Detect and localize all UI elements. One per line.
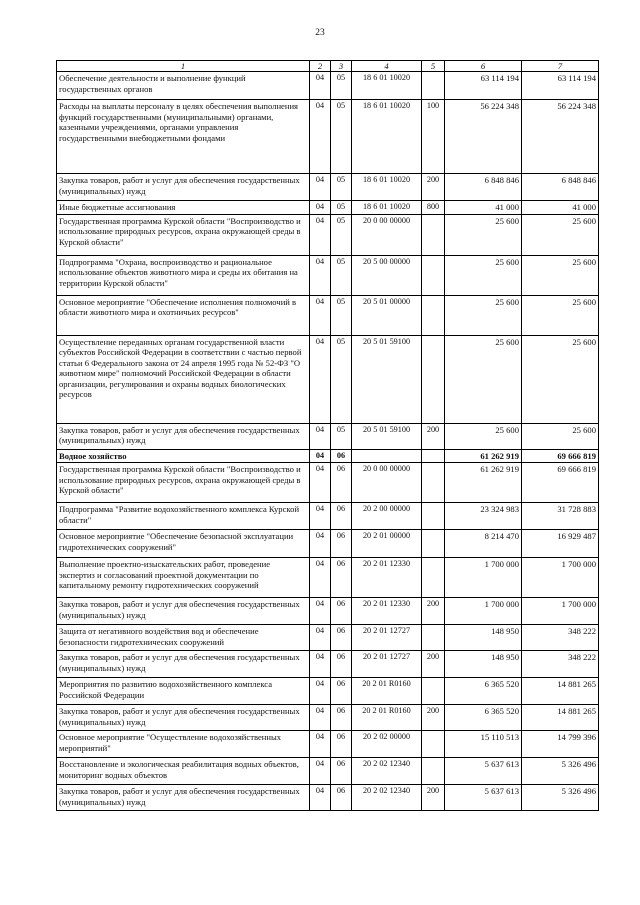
row-target-article-cell: 20 2 01 12727 <box>352 651 422 678</box>
row-target-article-cell: 20 2 00 00000 <box>352 503 422 530</box>
row-name-cell: Восстановление и экологическая реабилитация водных объектов, мониторинг водных объектов <box>57 758 310 785</box>
row-amount-year2-cell: 6 848 846 <box>522 174 599 201</box>
row-name-cell: Подпрограмма "Развитие водохозяйственного комплекса Курской области" <box>57 503 310 530</box>
row-amount-year1-cell: 8 214 470 <box>445 530 522 558</box>
row-section-cell: 04 <box>310 598 331 625</box>
row-expense-type-cell <box>422 530 445 558</box>
row-amount-year2-cell: 14 881 265 <box>522 678 599 705</box>
row-name-cell: Расходы на выплаты персоналу в целях обеспечения выполнения функций государственными (муниципальными) органами, казенными учреждениями, органами управления государственными внебюджетными фондами <box>57 100 310 174</box>
row-target-article-cell: 20 2 02 12340 <box>352 758 422 785</box>
table-row <box>57 651 599 678</box>
row-section-cell: 04 <box>310 295 331 335</box>
row-name-cell: Защита от негативного воздействия вод и обеспечение безопасности гидротехнических сооружений <box>57 625 310 651</box>
row-expense-type-cell: 200 <box>422 785 445 811</box>
row-name-cell: Основное мероприятие "Обеспечение исполнения полномочий в области животного мира и охотничьих ресурсов" <box>57 295 310 335</box>
row-section-cell: 04 <box>310 201 331 214</box>
row-expense-type-cell <box>422 255 445 295</box>
row-amount-year2-cell: 25 600 <box>522 214 599 255</box>
row-name-cell: Закупка товаров, работ и услуг для обеспечения государственных (муниципальных) нужд <box>57 598 310 625</box>
row-expense-type-cell <box>422 449 445 462</box>
row-section-cell: 04 <box>310 625 331 651</box>
row-target-article-cell: 20 0 00 00000 <box>352 214 422 255</box>
row-expense-type-cell <box>422 214 445 255</box>
row-amount-year1-cell: 5 637 613 <box>445 785 522 811</box>
row-expense-type-cell: 200 <box>422 174 445 201</box>
row-amount-year2-cell: 56 224 348 <box>522 100 599 174</box>
row-subsection-cell: 05 <box>331 201 352 214</box>
row-target-article-cell: 20 2 02 12340 <box>352 785 422 811</box>
row-subsection-cell: 05 <box>331 174 352 201</box>
row-amount-year1-cell: 148 950 <box>445 651 522 678</box>
row-expense-type-cell: 100 <box>422 100 445 174</box>
row-subsection-cell: 06 <box>331 530 352 558</box>
header-col-7: 7 <box>522 61 599 72</box>
row-expense-type-cell <box>422 503 445 530</box>
row-section-cell: 04 <box>310 731 331 758</box>
row-subsection-cell: 06 <box>331 731 352 758</box>
row-target-article-cell: 20 2 01 12727 <box>352 625 422 651</box>
table-row <box>57 598 599 625</box>
row-section-cell: 04 <box>310 72 331 100</box>
row-amount-year1-cell: 1 700 000 <box>445 558 522 598</box>
table-row <box>57 214 599 255</box>
table-row <box>57 72 599 100</box>
row-expense-type-cell <box>422 558 445 598</box>
table-row <box>57 201 599 214</box>
row-subsection-cell: 06 <box>331 558 352 598</box>
table-header-row <box>57 61 599 72</box>
row-amount-year1-cell: 148 950 <box>445 625 522 651</box>
row-target-article-cell: 18 6 01 10020 <box>352 174 422 201</box>
row-subsection-cell: 05 <box>331 423 352 449</box>
row-expense-type-cell: 200 <box>422 598 445 625</box>
row-amount-year2-cell: 25 600 <box>522 295 599 335</box>
row-amount-year1-cell: 15 110 513 <box>445 731 522 758</box>
row-expense-type-cell <box>422 758 445 785</box>
row-amount-year1-cell: 1 700 000 <box>445 598 522 625</box>
row-name-cell: Государственная программа Курской области "Воспроизводство и использование природных ресурсов, охрана окружающей среды в Курской области" <box>57 463 310 503</box>
row-amount-year1-cell: 5 637 613 <box>445 758 522 785</box>
row-name-cell: Обеспечение деятельности и выполнение функций государственных органов <box>57 72 310 100</box>
row-amount-year2-cell: 63 114 194 <box>522 72 599 100</box>
row-amount-year1-cell: 61 262 919 <box>445 463 522 503</box>
row-subsection-cell: 05 <box>331 335 352 423</box>
row-name-cell: Подпрограмма "Охрана, воспроизводство и рациональное использование объектов животного мира и среды их обитания на территории Курской области" <box>57 255 310 295</box>
table-row <box>57 503 599 530</box>
row-subsection-cell: 06 <box>331 678 352 705</box>
row-amount-year2-cell: 41 000 <box>522 201 599 214</box>
row-name-cell: Закупка товаров, работ и услуг для обеспечения государственных (муниципальных) нужд <box>57 785 310 811</box>
row-section-cell: 04 <box>310 678 331 705</box>
table-row <box>57 625 599 651</box>
row-amount-year2-cell: 14 881 265 <box>522 705 599 731</box>
row-subsection-cell: 05 <box>331 72 352 100</box>
row-name-cell: Мероприятия по развитию водохозяйственного комплекса Российской Федерации <box>57 678 310 705</box>
row-expense-type-cell <box>422 463 445 503</box>
row-name-cell: Основное мероприятие "Осуществление водохозяйственных мероприятий" <box>57 731 310 758</box>
row-amount-year1-cell: 63 114 194 <box>445 72 522 100</box>
row-subsection-cell: 06 <box>331 449 352 462</box>
table-body <box>57 72 599 811</box>
row-target-article-cell: 18 6 01 10020 <box>352 100 422 174</box>
row-subsection-cell: 06 <box>331 758 352 785</box>
header-col-6: 6 <box>445 61 522 72</box>
row-amount-year1-cell: 25 600 <box>445 335 522 423</box>
row-target-article-cell: 20 5 00 00000 <box>352 255 422 295</box>
row-amount-year1-cell: 25 600 <box>445 214 522 255</box>
header-col-3: 3 <box>331 61 352 72</box>
row-target-article-cell: 20 2 01 12330 <box>352 598 422 625</box>
row-section-cell: 04 <box>310 423 331 449</box>
row-expense-type-cell: 200 <box>422 705 445 731</box>
row-section-cell: 04 <box>310 255 331 295</box>
table-row <box>57 423 599 449</box>
row-amount-year2-cell: 1 700 000 <box>522 558 599 598</box>
row-name-cell: Государственная программа Курской области "Воспроизводство и использование природных ресурсов, охрана окружающей среды в Курской области" <box>57 214 310 255</box>
row-target-article-cell: 20 2 01 12330 <box>352 558 422 598</box>
row-expense-type-cell: 200 <box>422 423 445 449</box>
row-name-cell: Закупка товаров, работ и услуг для обеспечения государственных (муниципальных) нужд <box>57 174 310 201</box>
row-target-article-cell: 18 6 01 10020 <box>352 72 422 100</box>
table-row <box>57 758 599 785</box>
row-target-article-cell: 20 2 01 00000 <box>352 530 422 558</box>
row-target-article-cell: 20 2 01 R0160 <box>352 705 422 731</box>
row-subsection-cell: 05 <box>331 295 352 335</box>
row-name-cell: Закупка товаров, работ и услуг для обеспечения государственных (муниципальных) нужд <box>57 423 310 449</box>
row-name-cell: Водное хозяйство <box>57 449 310 462</box>
table-row <box>57 785 599 811</box>
row-section-cell: 04 <box>310 100 331 174</box>
row-section-cell: 04 <box>310 651 331 678</box>
row-target-article-cell: 20 5 01 00000 <box>352 295 422 335</box>
header-col-5: 5 <box>422 61 445 72</box>
row-amount-year2-cell: 31 728 883 <box>522 503 599 530</box>
row-section-cell: 04 <box>310 705 331 731</box>
row-expense-type-cell <box>422 678 445 705</box>
row-amount-year2-cell: 25 600 <box>522 423 599 449</box>
row-amount-year2-cell: 5 326 496 <box>522 785 599 811</box>
row-expense-type-cell <box>422 731 445 758</box>
row-amount-year1-cell: 25 600 <box>445 295 522 335</box>
row-subsection-cell: 06 <box>331 651 352 678</box>
table-row <box>57 100 599 174</box>
row-section-cell: 04 <box>310 214 331 255</box>
table-row <box>57 335 599 423</box>
row-amount-year2-cell: 348 222 <box>522 651 599 678</box>
row-subsection-cell: 05 <box>331 100 352 174</box>
table-row <box>57 678 599 705</box>
row-amount-year1-cell: 25 600 <box>445 255 522 295</box>
row-target-article-cell: 20 0 00 00000 <box>352 463 422 503</box>
table-row <box>57 731 599 758</box>
row-amount-year1-cell: 6 365 520 <box>445 678 522 705</box>
row-subsection-cell: 06 <box>331 625 352 651</box>
row-amount-year2-cell: 5 326 496 <box>522 758 599 785</box>
table-row <box>57 295 599 335</box>
row-amount-year1-cell: 61 262 919 <box>445 449 522 462</box>
row-amount-year2-cell: 16 929 487 <box>522 530 599 558</box>
row-expense-type-cell: 800 <box>422 201 445 214</box>
row-amount-year2-cell: 1 700 000 <box>522 598 599 625</box>
row-amount-year2-cell: 69 666 819 <box>522 463 599 503</box>
row-expense-type-cell <box>422 335 445 423</box>
row-subsection-cell: 06 <box>331 463 352 503</box>
row-subsection-cell: 05 <box>331 214 352 255</box>
row-section-cell: 04 <box>310 174 331 201</box>
row-target-article-cell: 20 5 01 59100 <box>352 335 422 423</box>
row-subsection-cell: 06 <box>331 598 352 625</box>
row-section-cell: 04 <box>310 503 331 530</box>
row-target-article-cell: 20 2 02 00000 <box>352 731 422 758</box>
table-row <box>57 463 599 503</box>
row-amount-year2-cell: 25 600 <box>522 335 599 423</box>
row-amount-year2-cell: 69 666 819 <box>522 449 599 462</box>
header-col-2: 2 <box>310 61 331 72</box>
row-amount-year1-cell: 25 600 <box>445 423 522 449</box>
row-expense-type-cell <box>422 72 445 100</box>
row-amount-year2-cell: 25 600 <box>522 255 599 295</box>
row-name-cell: Основное мероприятие "Обеспечение безопасной эксплуатации гидротехнических сооружений" <box>57 530 310 558</box>
header-col-1: 1 <box>57 61 310 72</box>
row-name-cell: Осуществление переданных органам государственной власти субъектов Российской Федерации в соответствии с частью первой статьи 6 Федерального закона от 24 апреля 1995 года № 52-ФЗ "О животном мире" полномочий Российской Федерации в области организации, регулирования и охраны водных биологических ресурсов <box>57 335 310 423</box>
row-target-article-cell: 20 2 01 R0160 <box>352 678 422 705</box>
row-name-cell: Иные бюджетные ассигнования <box>57 201 310 214</box>
row-amount-year1-cell: 41 000 <box>445 201 522 214</box>
page-number: 23 <box>315 28 325 38</box>
row-subsection-cell: 05 <box>331 255 352 295</box>
row-expense-type-cell <box>422 625 445 651</box>
row-subsection-cell: 06 <box>331 705 352 731</box>
row-subsection-cell: 06 <box>331 503 352 530</box>
row-expense-type-cell <box>422 295 445 335</box>
row-section-cell: 04 <box>310 449 331 462</box>
row-name-cell: Выполнение проектно-изыскательских работ, проведение экспертиз и согласований проектной документации по капитальному ремонту гидротехнических сооружений <box>57 558 310 598</box>
table-row <box>57 449 599 462</box>
row-target-article-cell <box>352 449 422 462</box>
table-row <box>57 174 599 201</box>
table-row <box>57 255 599 295</box>
table-row <box>57 558 599 598</box>
row-section-cell: 04 <box>310 530 331 558</box>
row-amount-year1-cell: 6 365 520 <box>445 705 522 731</box>
row-name-cell: Закупка товаров, работ и услуг для обеспечения государственных (муниципальных) нужд <box>57 651 310 678</box>
row-section-cell: 04 <box>310 558 331 598</box>
row-amount-year1-cell: 6 848 846 <box>445 174 522 201</box>
row-section-cell: 04 <box>310 758 331 785</box>
row-name-cell: Закупка товаров, работ и услуг для обеспечения государственных (муниципальных) нужд <box>57 705 310 731</box>
row-target-article-cell: 18 6 01 10020 <box>352 201 422 214</box>
row-amount-year2-cell: 348 222 <box>522 625 599 651</box>
row-amount-year1-cell: 23 324 983 <box>445 503 522 530</box>
row-amount-year1-cell: 56 224 348 <box>445 100 522 174</box>
row-expense-type-cell: 200 <box>422 651 445 678</box>
table-row <box>57 530 599 558</box>
header-col-4: 4 <box>352 61 422 72</box>
table-row <box>57 705 599 731</box>
row-section-cell: 04 <box>310 335 331 423</box>
row-amount-year2-cell: 14 799 396 <box>522 731 599 758</box>
row-section-cell: 04 <box>310 463 331 503</box>
row-subsection-cell: 06 <box>331 785 352 811</box>
budget-table <box>56 60 599 811</box>
row-target-article-cell: 20 5 01 59100 <box>352 423 422 449</box>
row-section-cell: 04 <box>310 785 331 811</box>
